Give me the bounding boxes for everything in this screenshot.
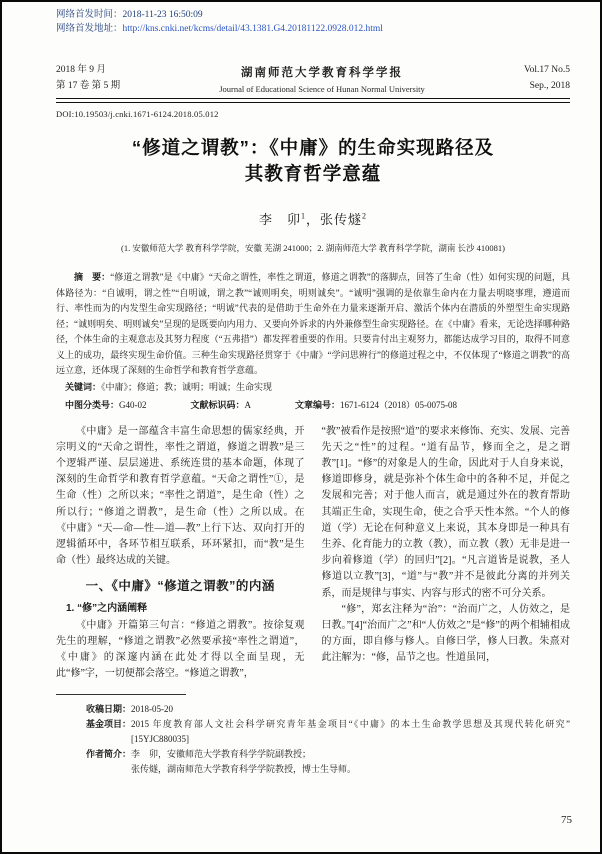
author-2-affil-mark: 2: [362, 211, 368, 221]
journal-title-zh: 湖南师范大学教育科学学报: [241, 67, 403, 79]
author-1-affil-mark: 1: [300, 211, 306, 221]
fund-project-label: 基金项目：: [86, 719, 132, 729]
received-date-line: [56, 702, 570, 717]
received-date-label: 收稿日期：: [86, 703, 132, 714]
fund-project-line: [56, 717, 570, 746]
affiliation-line: (1. 安徽师范大学 教育科学学院，安徽 芜湖 241000；2. 湖南师范大学 教育科学学院，湖南 长沙 410081): [121, 243, 505, 253]
classification-line: [56, 398, 570, 411]
article-title-line1: “修道之谓教”：《中庸》的生命实现路径及: [131, 137, 495, 158]
article-title-line2: 其教育哲学意蕴: [244, 163, 382, 184]
article-id: 文章编号：1671-6124（2018）05-0075-08: [295, 399, 458, 410]
abstract-text: “修道之谓教”是《中庸》“天命之谓性，率性之谓道，修道之谓教”的落脚点，回答了生命（性）如何实现的问题，具体路径为：“自诚明，谓之性”“自明诚，谓之教”“诚则明矣，明则诚矣”。“诚明”强调的是依靠生命内在力量去明晓事理，遵道而行、率性而为的内发型生命实现路径；“明诚”代表的是借助于生命外在力量来逐渐开启、激活个体内在潜质的外塑型生命实现路径；“诚则明矣、明则诚矣”呈现的是既要向内用力、又要向外诉求的内外兼修型生命实现路径。在《中庸》看来，无论选择哪种路径，个体生命的主观意志及其努力程度（“五弗措”）都发挥着重要的作用。只要肯付出主观努力，都能达成学习目的，取得不同意义上的成功，最终实现生命价值。三种生命实现路径贯穿于《中庸》“学问思辨行”的修道过程之中，不仅体现了“修道之谓教”的高远立意，还体现了深刻的生命哲学和教育哲学意蕴。: [56, 272, 570, 375]
paragraph: “教”被看作是按照“道”的要求来修饰、充实、发展、完善先天之“性”的过程。“道有品节，修而全之，是之谓教”[1]。“修”的对象是人的生命，因此对于人自身来说，修道即修身，就是弥补个体生命中的各种不足，并促之发展和完善；对于他人而言，就是通过外在的教育帮助其端正生命，实现生命，使之合乎天性本然。“个人的修道（学）无论在何种意义上来说，其本身即是一种具有生养、化育能力的立教（教），而立教（教）无非是进一步向着修道（学）的回归”[2]。“凡言道皆是说教，圣人修道以立教”[3]，“道”与“教”并不是彼此分离的并列关系，而是规律与事实、内容与形式的密不可分关系。: [321, 425, 570, 599]
abstract-label: 摘 要：: [74, 272, 111, 282]
fund-project-value: 2015 年度教育部人文社会科学研究青年基金项目“《中庸》的本土生命教学思想及其现代转化研究” [15YJC880035]: [131, 719, 570, 744]
author-bio-label: 作者简介：: [86, 749, 132, 759]
masthead-center: [166, 64, 478, 94]
keywords: [56, 380, 570, 395]
masthead-right: [478, 62, 570, 94]
document-code: 文献标识码：A: [190, 399, 252, 410]
paragraph: “修”，郑玄注释为“治”：“治而广之，人仿效之，是曰教。”[4]“治而广之”和“人仿效之”是“修”的两个相辅相成的方面，即自修与修人。自修曰学，修人曰教。朱熹对此注解为：“修，品节之也。性道虽同，: [321, 603, 570, 664]
authors-line: [56, 209, 570, 228]
online-first-url-label: 网络首发地址：: [56, 24, 123, 34]
received-date-value: 2018-05-20: [131, 703, 174, 714]
journal-masthead: [56, 62, 570, 94]
author-2: 张传燧: [320, 212, 363, 227]
online-first-info: [56, 8, 570, 36]
journal-title-en: Journal of Educational Science of Hunan Normal University: [219, 84, 425, 94]
paragraph: 《中庸》是一部蕴含丰富生命思想的儒家经典，开宗明义的“天命之谓性，率性之谓道，修道之谓教”是三个逻辑严谨、层层递进、系统连贯的基本命题，体现了深刻的生命哲学和教育哲学意蕴。“天命之谓性”①，是生命（性）之所以来；“率性之谓道”，是生命（性）之所以行；“修道之谓教”，是生命（性）之所以成。在《中庸》“天—命—性—道—教”上行下达、双向打开的逻辑循环中，各环节相互联系，环环紧扣，而“教”是生命（性）最终达成的关键。: [56, 425, 305, 567]
online-first-url-line: [56, 22, 570, 36]
issue-date-zh: 2018 年 9 月: [56, 65, 106, 75]
keywords-label: 关键词：: [65, 381, 102, 392]
page-number: 75: [561, 814, 572, 826]
author-bio-1: 李 卯，安徽师范大学教育科学学院副教授；: [131, 749, 312, 759]
volume-issue-zh: 第 17 卷 第 5 期: [56, 81, 121, 91]
volume-number-en: Vol.17 No.5: [523, 65, 570, 75]
author-separator: ，: [305, 212, 320, 227]
online-first-time-value: 2018-11-23 16:50:09: [122, 10, 203, 20]
online-first-time-label: 网络首发时间：: [56, 10, 123, 20]
author-bio-2: 张传燧，湖南师范大学教育科学学院教授，博士生导师。: [131, 763, 357, 774]
online-first-time-line: [56, 8, 570, 22]
body-columns: [56, 424, 570, 690]
author-bio-line: [56, 747, 570, 776]
footnote-block: [56, 694, 570, 777]
author-1: 李 卯: [258, 212, 301, 227]
subsection-heading: 1. “修”之内涵阐释: [66, 602, 148, 614]
clc-number: 中图分类号：G40-02: [65, 399, 147, 410]
author-bio-value: [131, 747, 570, 776]
footnote-divider: [56, 694, 186, 695]
header-divider: [56, 98, 570, 103]
masthead-left: [56, 62, 166, 94]
article-title: [56, 135, 570, 187]
left-column: [56, 424, 305, 690]
doi-line: DOI:10.19503/j.cnki.1671-6124.2018.05.012: [56, 109, 219, 119]
keywords-text: 《中庸》；修道；教；诚明；明诚；生命实现: [101, 381, 273, 392]
right-column: [322, 424, 571, 690]
abstract: [56, 270, 570, 379]
online-first-url-link[interactable]: http://kns.cnki.net/kcms/detail/43.1381.G4.20181122.0928.012.html: [122, 24, 383, 34]
paragraph: 《中庸》开篇第三句言：“修道之谓教”。按徐复观先生的理解，“修道之谓教”必然要承接“率性之谓道”，《中庸》的深邃内涵在此处才得以全面呈现，无此“修”字，一切便都会落空。“修道之谓教”，: [56, 619, 305, 680]
section-heading: 一、《中庸》“修道之谓教”的内涵: [85, 579, 275, 594]
issue-date-en: Sep., 2018: [529, 81, 570, 91]
